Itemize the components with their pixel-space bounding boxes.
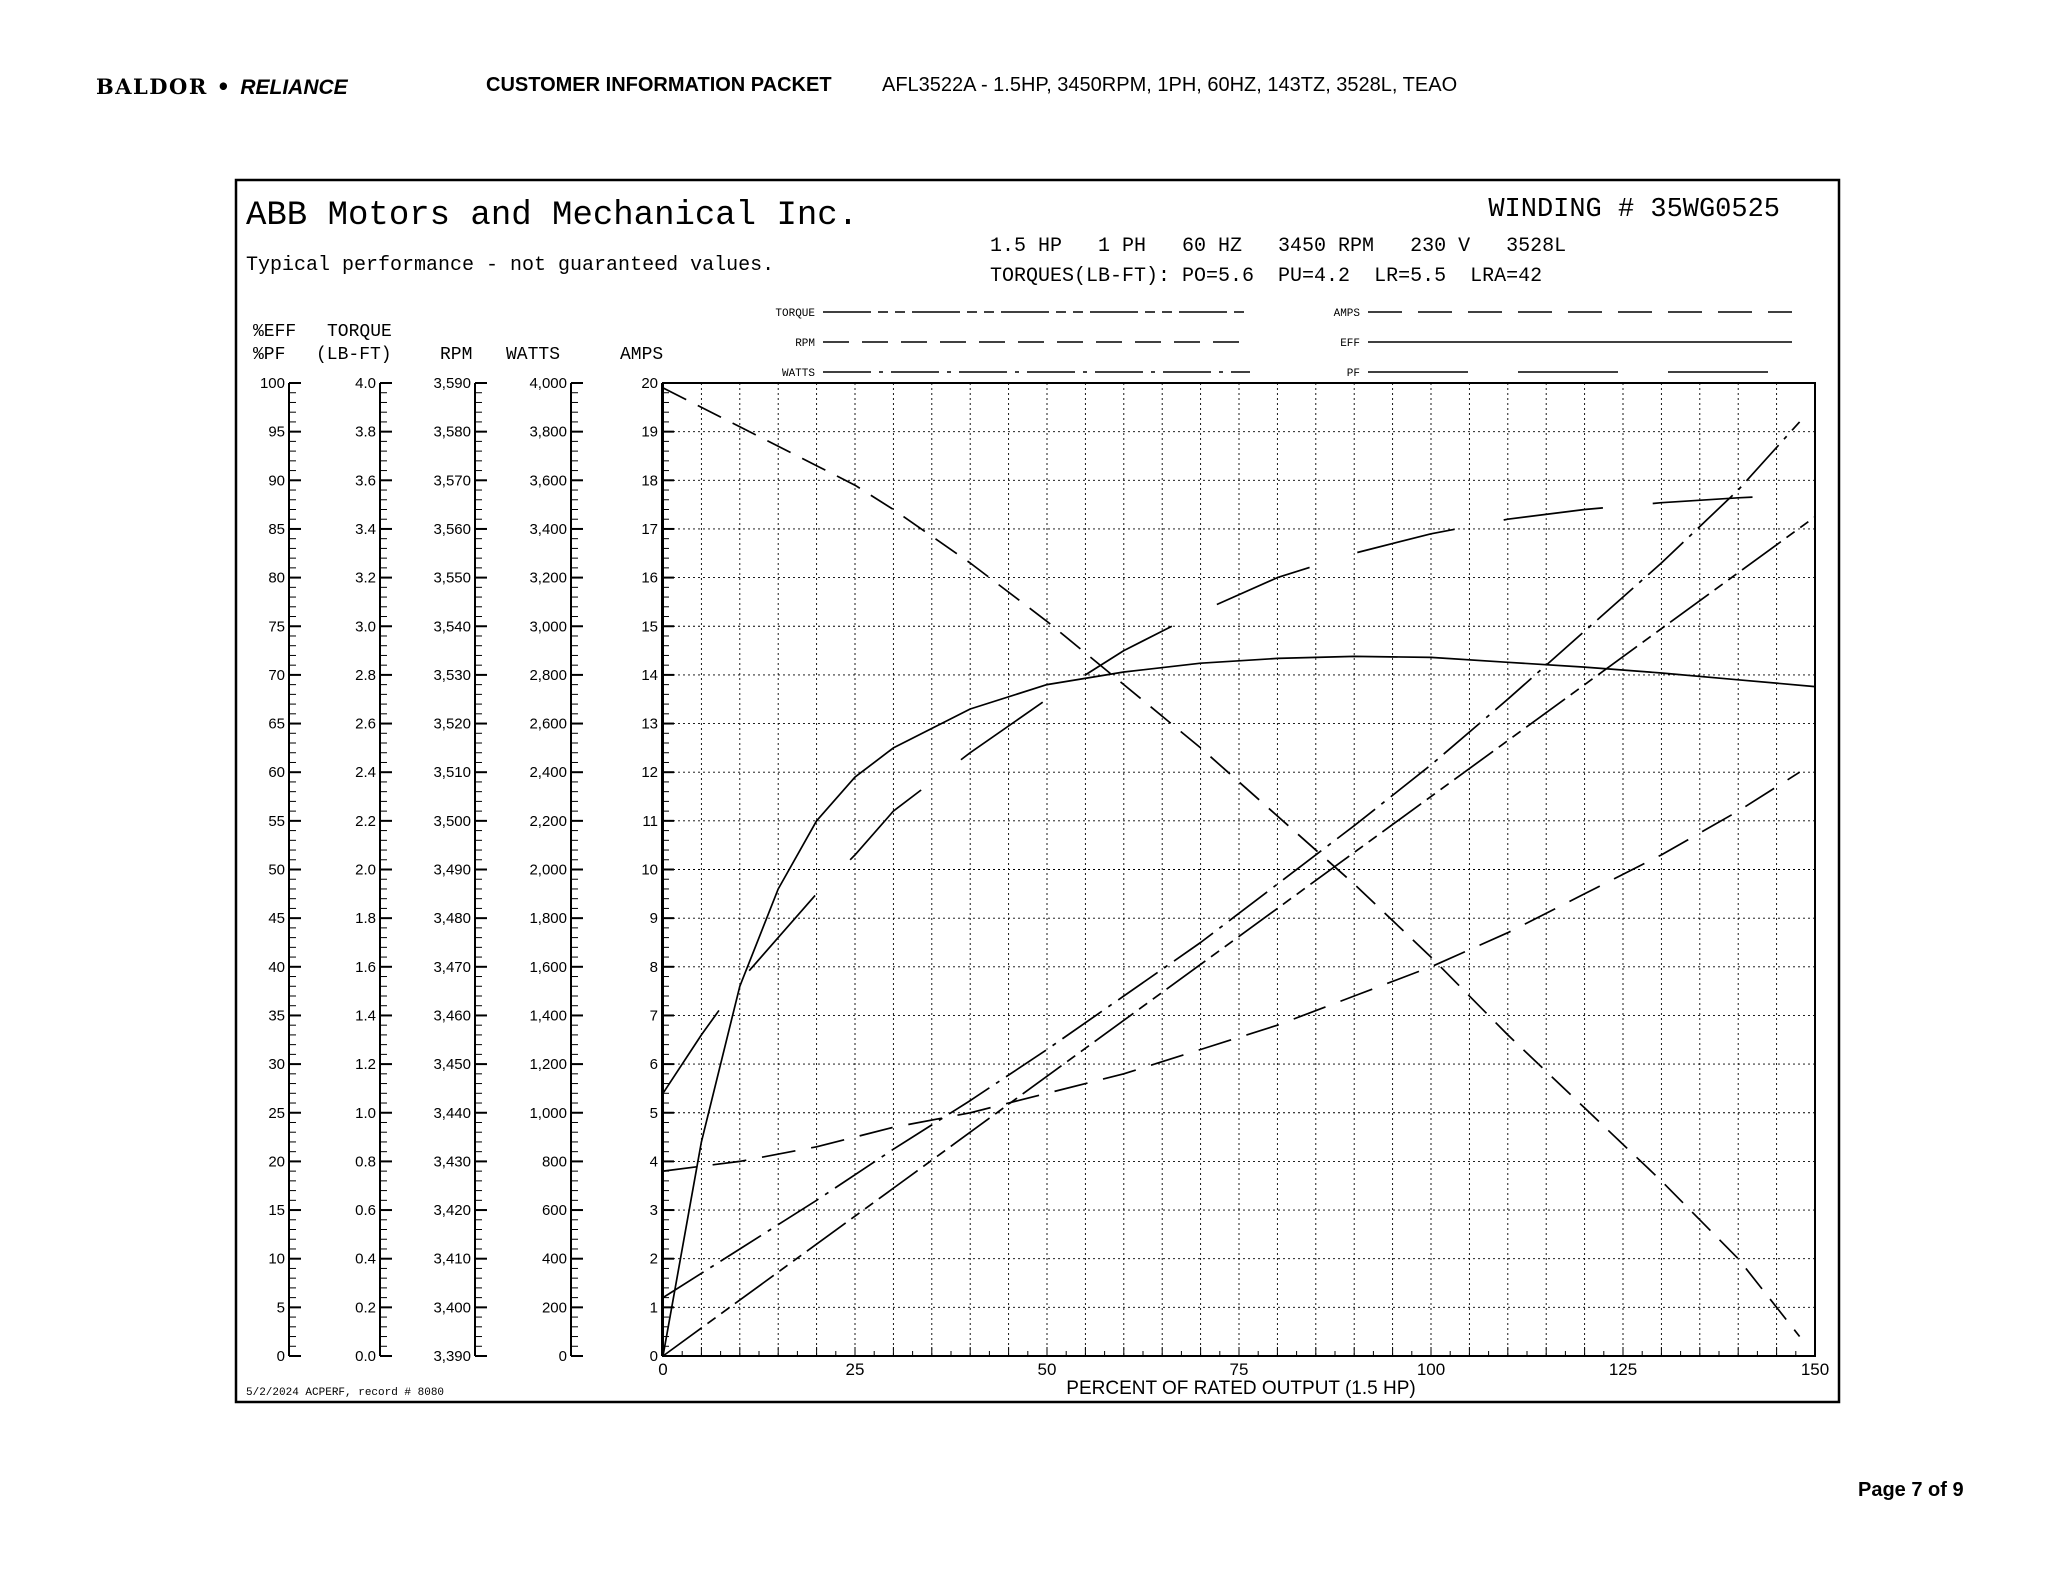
y-axis-title: WATTS [506, 345, 561, 365]
x-tick-label: 125 [1608, 1360, 1638, 1379]
x-tick-label: 0 [658, 1360, 668, 1379]
y-tick-label: 2,000 [529, 861, 567, 879]
y-tick-label: 3,440 [433, 1104, 471, 1122]
y-tick-label: 80 [268, 569, 285, 587]
y-tick-label: 4,000 [529, 375, 567, 392]
y-tick-label: 3,590 [433, 375, 471, 392]
y-tick-label: 60 [268, 764, 285, 782]
y-tick-label: 1,400 [529, 1007, 567, 1025]
record-footnote: 5/2/2024 ACPERF, record # 8080 [246, 1387, 445, 1399]
y-tick-label: 0.6 [355, 1202, 376, 1220]
y-tick-label: 20 [268, 1153, 285, 1171]
y-tick-label: 1,800 [529, 910, 567, 928]
y-tick-label: 1.0 [355, 1104, 376, 1122]
y-tick-label: 3,530 [433, 666, 471, 684]
y-tick-label: 9 [649, 910, 658, 928]
packet-title: CUSTOMER INFORMATION PACKET [486, 74, 832, 96]
x-tick-label: 75 [1229, 1360, 1249, 1379]
y-axis-watts [506, 345, 583, 1365]
y-tick-label: 19 [641, 423, 658, 441]
y-tick-label: 3.8 [355, 423, 376, 441]
y-tick-label: 25 [268, 1104, 285, 1122]
y-axis-eff [253, 322, 301, 1365]
y-tick-label: 3,410 [433, 1250, 471, 1268]
y-tick-label: 40 [268, 958, 285, 976]
y-axis-rpm [433, 345, 487, 1365]
y-tick-label: 100 [259, 375, 285, 392]
series-line-rpm [663, 388, 1800, 1337]
y-tick-label: 3,800 [529, 423, 567, 441]
y-tick-label: 3,600 [529, 472, 567, 490]
y-axes [253, 322, 674, 1365]
legend-label: TORQUE [775, 308, 815, 320]
page-number: Page 7 of 9 [1858, 1479, 1964, 1501]
x-tick-label: 100 [1416, 1360, 1446, 1379]
y-tick-label: 0 [276, 1348, 285, 1365]
legend [775, 308, 1792, 380]
y-tick-label: 1 [649, 1299, 658, 1317]
y-tick-label: 600 [541, 1202, 567, 1220]
brand-right: RELIANCE [240, 76, 348, 99]
y-tick-label: 3,560 [433, 520, 471, 538]
y-tick-label: 0.0 [355, 1348, 376, 1365]
y-tick-label: 2 [649, 1250, 658, 1268]
y-tick-label: 0 [558, 1348, 567, 1365]
y-tick-label: 3,480 [433, 910, 471, 928]
y-tick-label: 65 [268, 715, 285, 733]
y-tick-label: 75 [268, 618, 285, 636]
y-tick-label: 3,510 [433, 764, 471, 782]
y-tick-label: 3,490 [433, 861, 471, 879]
torque-specs: TORQUES(LB-FT): PO=5.6 PU=4.2 LR=5.5 LRA=42 [990, 265, 1543, 288]
y-tick-label: 3,580 [433, 423, 471, 441]
y-axis-title: RPM [440, 345, 473, 365]
y-tick-label: 3,570 [433, 472, 471, 490]
series-line-eff [663, 656, 1815, 1356]
y-tick-label: 4 [649, 1153, 658, 1171]
y-tick-label: 0 [649, 1348, 658, 1365]
y-tick-label: 3 [649, 1202, 658, 1220]
series-line-amps [663, 772, 1800, 1171]
y-tick-label: 70 [268, 666, 285, 684]
y-axis-title: (LB-FT) [316, 345, 392, 365]
y-tick-label: 1,200 [529, 1056, 567, 1074]
y-tick-label: 13 [641, 715, 658, 733]
model-line: AFL3522A - 1.5HP, 3450RPM, 1PH, 60HZ, 143TZ, 3528L, TEAO [882, 74, 1458, 96]
y-tick-label: 3,400 [433, 1299, 471, 1317]
y-tick-label: 4.0 [355, 375, 376, 392]
y-tick-label: 10 [641, 861, 658, 879]
y-tick-label: 2.4 [355, 764, 376, 782]
legend-label: AMPS [1333, 308, 1360, 320]
y-tick-label: 15 [268, 1202, 285, 1220]
y-tick-label: 14 [641, 666, 658, 684]
series-line-pf [663, 495, 1800, 1093]
y-tick-label: 35 [268, 1007, 285, 1025]
y-tick-label: 3,520 [433, 715, 471, 733]
winding-number: WINDING # 35WG0525 [1488, 195, 1780, 225]
company-name: ABB Motors and Mechanical Inc. [246, 197, 859, 235]
y-axis-amps [620, 345, 674, 1365]
y-tick-label: 0.4 [355, 1250, 376, 1268]
y-tick-label: 55 [268, 812, 285, 830]
y-axis-torque [316, 322, 392, 1365]
brand-separator: • [216, 74, 232, 99]
y-tick-label: 8 [649, 958, 658, 976]
y-axis-title: AMPS [620, 345, 664, 365]
y-tick-label: 2,800 [529, 666, 567, 684]
y-tick-label: 2.8 [355, 666, 376, 684]
y-tick-label: 3,500 [433, 812, 471, 830]
y-tick-label: 95 [268, 423, 285, 441]
y-tick-label: 1,000 [529, 1104, 567, 1122]
y-tick-label: 1.2 [355, 1056, 376, 1074]
legend-label: EFF [1340, 338, 1360, 350]
y-tick-label: 200 [541, 1299, 567, 1317]
y-tick-label: 7 [649, 1007, 658, 1025]
y-tick-label: 3.4 [355, 520, 376, 538]
y-tick-label: 3,550 [433, 569, 471, 587]
chart-frame [236, 180, 1839, 1402]
y-tick-label: 1,600 [529, 958, 567, 976]
y-tick-label: 2.0 [355, 861, 376, 879]
y-tick-label: 18 [641, 472, 658, 490]
y-axis-title: %PF [253, 345, 286, 365]
y-tick-label: 30 [268, 1056, 285, 1074]
y-tick-label: 3,540 [433, 618, 471, 636]
series-line-torque [663, 517, 1815, 1356]
y-axis-title: %EFF [253, 322, 297, 342]
y-tick-label: 45 [268, 910, 285, 928]
y-tick-label: 2,600 [529, 715, 567, 733]
brand-left: BALDOR [96, 74, 208, 99]
y-tick-label: 85 [268, 520, 285, 538]
y-tick-label: 11 [642, 812, 658, 830]
chart-subtitle: Typical performance - not guaranteed values. [246, 254, 775, 277]
y-tick-label: 800 [541, 1153, 567, 1171]
y-tick-label: 16 [641, 569, 658, 587]
y-tick-label: 3,400 [529, 520, 567, 538]
x-axis-label: PERCENT OF RATED OUTPUT (1.5 HP) [1066, 1378, 1416, 1399]
y-tick-label: 3,420 [433, 1202, 471, 1220]
y-tick-label: 2,200 [529, 812, 567, 830]
y-tick-label: 20 [641, 375, 658, 392]
y-tick-label: 1.6 [355, 958, 376, 976]
y-tick-label: 6 [649, 1056, 658, 1074]
y-tick-label: 5 [649, 1104, 658, 1122]
plot-grid [658, 383, 1829, 1379]
y-tick-label: 2.6 [355, 715, 376, 733]
y-tick-label: 0.8 [355, 1153, 376, 1171]
y-tick-label: 3.2 [355, 569, 376, 587]
y-axis-title: TORQUE [327, 322, 392, 342]
y-tick-label: 90 [268, 472, 285, 490]
y-tick-label: 12 [641, 764, 658, 782]
y-tick-label: 1.8 [355, 910, 376, 928]
y-tick-label: 3,390 [433, 1348, 471, 1365]
y-tick-label: 15 [641, 618, 658, 636]
y-tick-label: 2,400 [529, 764, 567, 782]
x-tick-label: 50 [1037, 1360, 1057, 1379]
y-tick-label: 3,460 [433, 1007, 471, 1025]
x-tick-label: 150 [1800, 1360, 1830, 1379]
y-tick-label: 3.6 [355, 472, 376, 490]
legend-label: WATTS [781, 368, 815, 380]
y-tick-label: 3,000 [529, 618, 567, 636]
x-tick-label: 25 [845, 1360, 865, 1379]
y-tick-label: 3,200 [529, 569, 567, 587]
series-line-watts [663, 422, 1800, 1298]
y-tick-label: 3.0 [355, 618, 376, 636]
y-tick-label: 3,430 [433, 1153, 471, 1171]
y-tick-label: 0.2 [355, 1299, 376, 1317]
legend-label: PF [1346, 368, 1360, 380]
y-tick-label: 3,470 [433, 958, 471, 976]
y-tick-label: 10 [268, 1250, 285, 1268]
y-tick-label: 1.4 [355, 1007, 376, 1025]
y-tick-label: 50 [268, 861, 285, 879]
y-tick-label: 400 [541, 1250, 567, 1268]
y-tick-label: 3,450 [433, 1056, 471, 1074]
motor-specs: 1.5 HP 1 PH 60 HZ 3450 RPM 230 V 3528L [990, 235, 1567, 258]
y-tick-label: 5 [276, 1299, 285, 1317]
y-tick-label: 2.2 [355, 812, 376, 830]
y-tick-label: 17 [641, 520, 658, 538]
legend-label: RPM [795, 338, 815, 350]
